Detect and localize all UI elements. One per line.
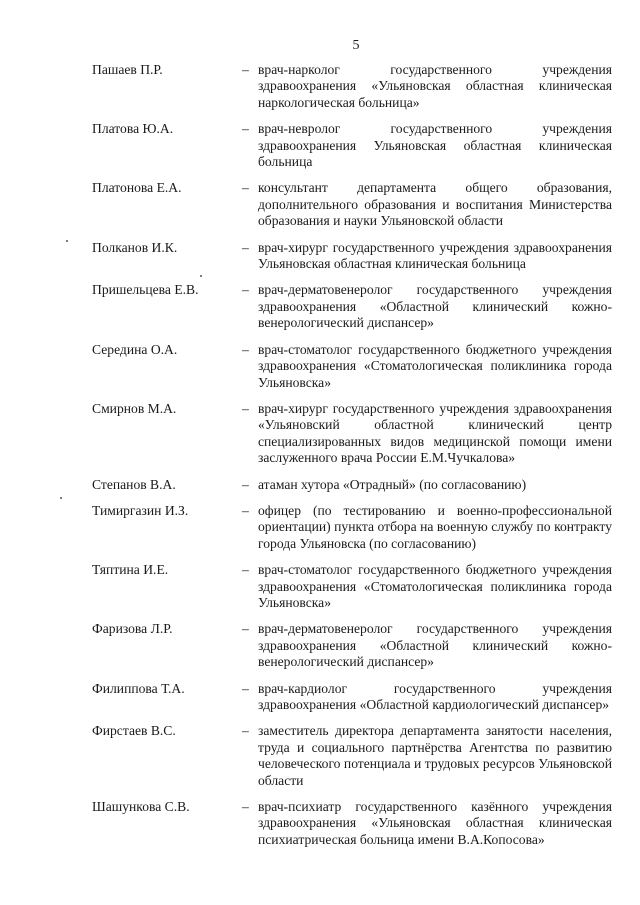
member-position: врач-стоматолог государственного бюджетного учреждения здравоохранения «Стоматологическая поликлиника города Ульяновска» bbox=[258, 341, 612, 390]
list-item bbox=[92, 121, 612, 170]
member-position: врач-хирург государственного учреждения здравоохранения «Ульяновский областной клинический центр специализированных видов медицинской помощи имени заслуженного врача России Е.М.Чучкалова» bbox=[258, 400, 612, 466]
scan-speck bbox=[200, 275, 202, 277]
dash-separator: – bbox=[242, 562, 249, 578]
list-item bbox=[92, 401, 612, 467]
member-position: атаман хутора «Отрадный» (по согласованию) bbox=[258, 476, 527, 492]
member-position: заместитель директора департамента занятости населения, труда и социального партнёрства Агентства по развитию человеческого потенциала и трудовых ресурсов Ульяновской области bbox=[258, 723, 612, 788]
member-name: Степанов В.А. bbox=[92, 476, 176, 492]
page-number: 5 bbox=[352, 38, 360, 53]
scan-speck bbox=[66, 240, 68, 242]
list-item bbox=[92, 723, 612, 789]
dash-separator: – bbox=[242, 400, 249, 416]
member-name: Платонова Е.А. bbox=[92, 180, 182, 196]
member-name: Пришельцева Е.В. bbox=[92, 282, 199, 298]
list-item bbox=[92, 503, 612, 552]
member-position: консультант департамента общего образования, дополнительного образования и воспитания Министерства образования и науки Ульяновской области bbox=[258, 180, 612, 229]
list-item bbox=[92, 799, 612, 848]
list-item bbox=[92, 180, 612, 229]
member-name: Фаризова Л.Р. bbox=[92, 621, 173, 637]
member-name: Тяптина И.Е. bbox=[92, 562, 169, 578]
dash-separator: – bbox=[242, 621, 249, 637]
member-name: Шашункова С.В. bbox=[92, 799, 190, 815]
member-position: офицер (по тестированию и военно-профессиональной ориентации) пункта отбора на военную службу по контракту города Ульяновска (по согласованию) bbox=[258, 502, 612, 551]
dash-separator: – bbox=[242, 680, 249, 696]
member-position: врач-хирург государственного учреждения здравоохранения Ульяновская областная клиническая больница bbox=[258, 239, 612, 272]
dash-separator: – bbox=[242, 476, 249, 492]
list-item bbox=[92, 282, 612, 331]
member-name: Пашаев П.Р. bbox=[92, 62, 163, 77]
dash-separator: – bbox=[242, 180, 249, 196]
member-position: врач-нарколог государственного учреждения здравоохранения «Ульяновская областная клиническая наркологическая больница» bbox=[258, 62, 612, 110]
list-item bbox=[92, 240, 612, 273]
dash-separator: – bbox=[242, 341, 249, 357]
member-name: Фирстаев В.С. bbox=[92, 723, 176, 739]
member-list bbox=[92, 62, 612, 858]
dash-separator: – bbox=[242, 239, 249, 255]
member-position: врач-дерматовенеролог государственного учреждения здравоохранения «Областной клинический кожно-венерологический диспансер» bbox=[258, 621, 612, 670]
member-position: врач-дерматовенеролог государственного учреждения здравоохранения «Областной клинический кожно-венерологический диспансер» bbox=[258, 282, 612, 331]
dash-separator: – bbox=[242, 121, 249, 137]
dash-separator: – bbox=[242, 502, 249, 518]
member-position: врач-психиатр государственного казённого учреждения здравоохранения «Ульяновская областная клиническая психиатрическая больница имени В.А.Копосова» bbox=[258, 799, 612, 847]
member-name: Тимиргазин И.З. bbox=[92, 502, 189, 518]
member-position: врач-невролог государственного учреждения здравоохранения Ульяновская областная клиническая больница bbox=[258, 121, 612, 170]
list-item bbox=[92, 562, 612, 611]
list-item bbox=[92, 62, 612, 111]
member-position: врач-кардиолог государственного учреждения здравоохранения «Областной кардиологический диспансер» bbox=[258, 680, 612, 712]
list-item bbox=[92, 342, 612, 391]
dash-separator: – bbox=[242, 62, 249, 77]
dash-separator: – bbox=[242, 799, 249, 815]
member-position: врач-стоматолог государственного бюджетного учреждения здравоохранения «Стоматологическая поликлиника города Ульяновска» bbox=[258, 562, 612, 610]
list-item bbox=[92, 621, 612, 670]
dash-separator: – bbox=[242, 723, 249, 739]
member-name: Филиппова Т.А. bbox=[92, 680, 185, 696]
member-name: Смирнов М.А. bbox=[92, 400, 177, 416]
scan-speck bbox=[60, 497, 62, 499]
list-item bbox=[92, 477, 612, 493]
dash-separator: – bbox=[242, 282, 249, 298]
member-name: Середина О.А. bbox=[92, 341, 178, 357]
member-name: Платова Ю.А. bbox=[92, 121, 174, 137]
list-item bbox=[92, 681, 612, 714]
member-name: Полканов И.К. bbox=[92, 239, 178, 255]
